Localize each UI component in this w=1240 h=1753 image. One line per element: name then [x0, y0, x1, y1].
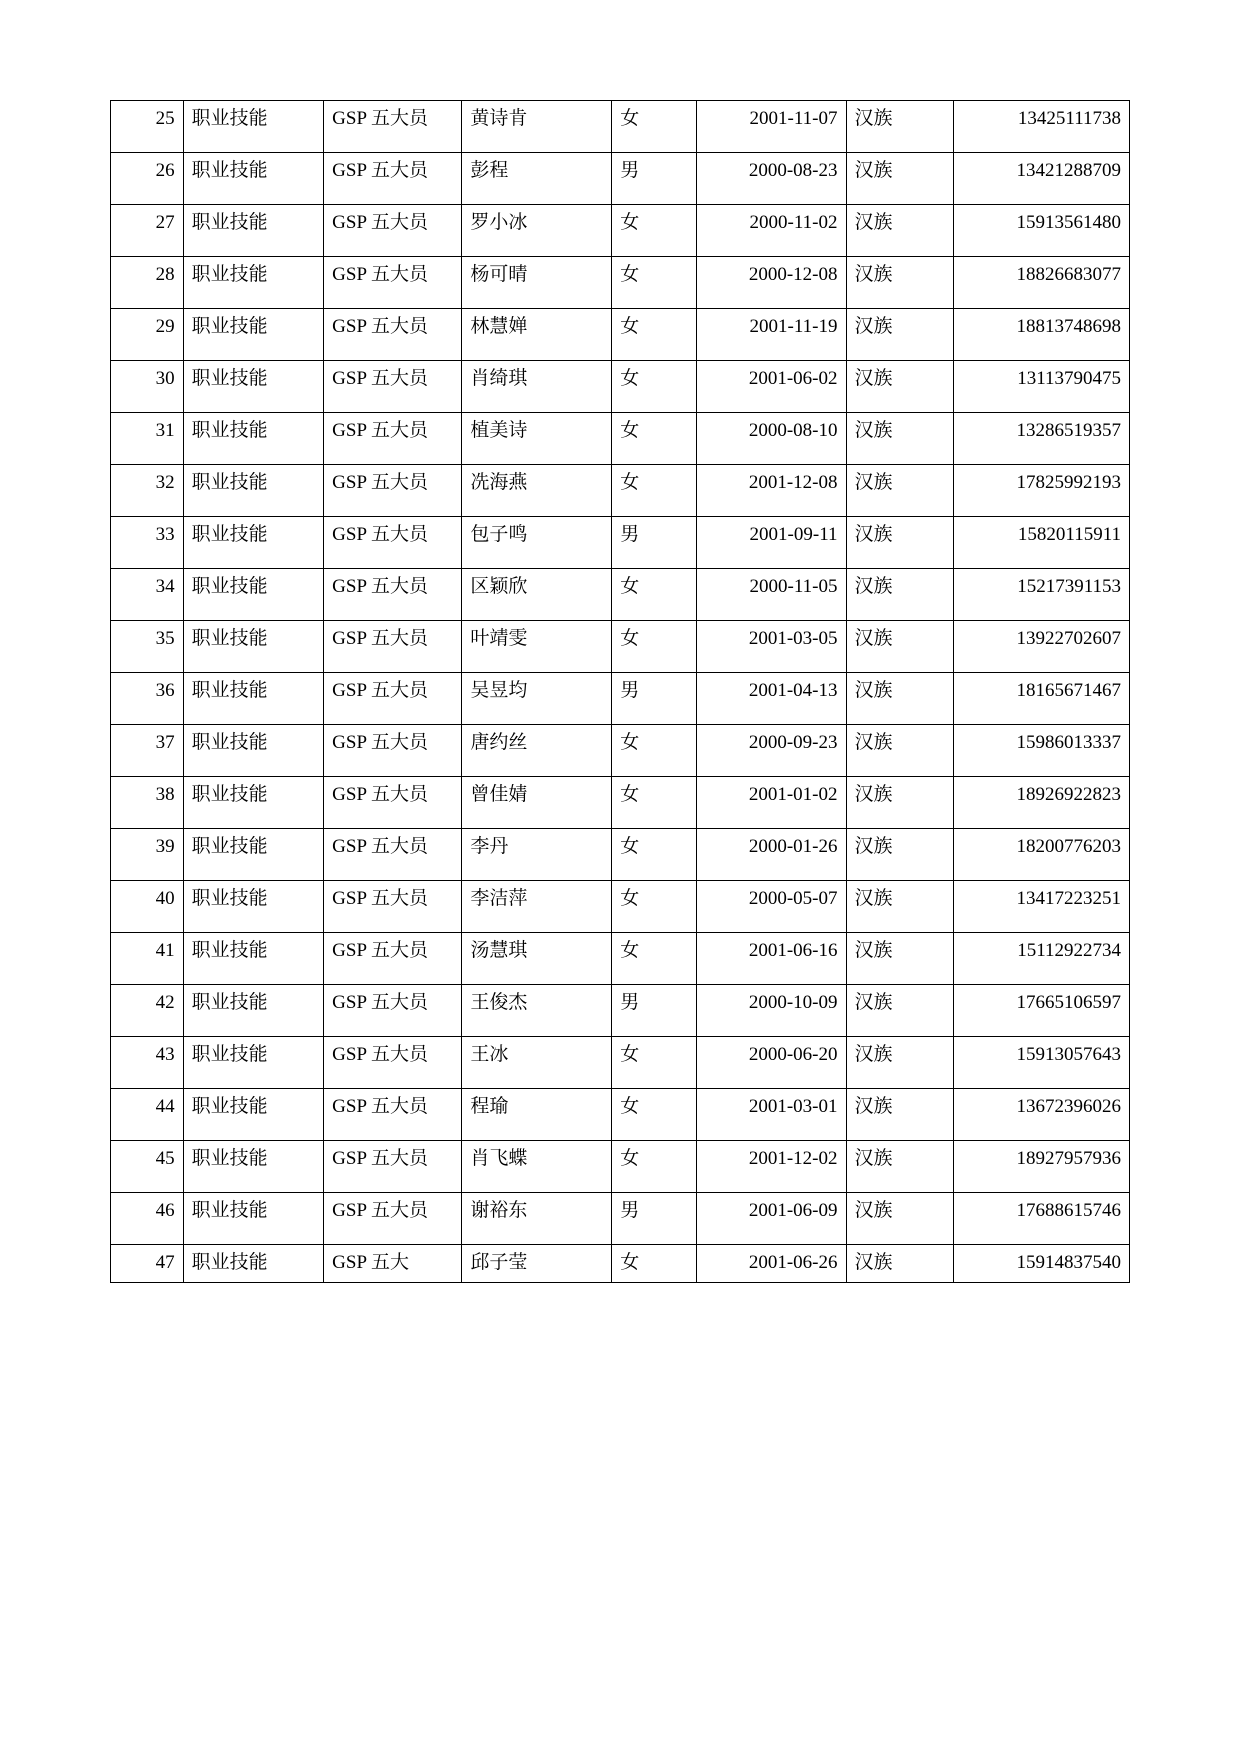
cell-category: 职业技能	[183, 1089, 324, 1141]
cell-category: 职业技能	[183, 621, 324, 673]
cell-gender: 女	[612, 1037, 696, 1089]
cell-birth: 2000-08-23	[696, 153, 846, 205]
cell-category: 职业技能	[183, 1037, 324, 1089]
cell-birth: 2001-06-09	[696, 1193, 846, 1245]
cell-program: GSP 五大员	[324, 205, 462, 257]
cell-birth: 2001-04-13	[696, 673, 846, 725]
cell-phone: 18926922823	[954, 777, 1130, 829]
cell-birth: 2001-06-02	[696, 361, 846, 413]
cell-ethnic: 汉族	[846, 257, 954, 309]
cell-name: 冼海燕	[462, 465, 612, 517]
cell-program: GSP 五大员	[324, 361, 462, 413]
cell-index: 38	[111, 777, 184, 829]
cell-ethnic: 汉族	[846, 361, 954, 413]
cell-gender: 女	[612, 257, 696, 309]
cell-birth: 2000-12-08	[696, 257, 846, 309]
table-row	[111, 309, 1130, 361]
cell-category: 职业技能	[183, 985, 324, 1037]
roster-table-body	[111, 101, 1130, 1283]
cell-index: 40	[111, 881, 184, 933]
cell-name: 区颖欣	[462, 569, 612, 621]
cell-phone: 18927957936	[954, 1141, 1130, 1193]
cell-index: 26	[111, 153, 184, 205]
cell-name: 邱子莹	[462, 1245, 612, 1283]
cell-name: 彭程	[462, 153, 612, 205]
table-row	[111, 1193, 1130, 1245]
cell-program: GSP 五大员	[324, 881, 462, 933]
cell-birth: 2000-11-02	[696, 205, 846, 257]
cell-phone: 13425111738	[954, 101, 1130, 153]
cell-birth: 2000-11-05	[696, 569, 846, 621]
cell-program: GSP 五大员	[324, 829, 462, 881]
cell-name: 肖绮琪	[462, 361, 612, 413]
cell-category: 职业技能	[183, 517, 324, 569]
table-row	[111, 569, 1130, 621]
cell-program: GSP 五大员	[324, 413, 462, 465]
cell-phone: 18826683077	[954, 257, 1130, 309]
table-row	[111, 777, 1130, 829]
cell-ethnic: 汉族	[846, 465, 954, 517]
cell-name: 曾佳婧	[462, 777, 612, 829]
cell-gender: 女	[612, 361, 696, 413]
cell-birth: 2000-09-23	[696, 725, 846, 777]
cell-ethnic: 汉族	[846, 777, 954, 829]
cell-gender: 女	[612, 413, 696, 465]
cell-index: 28	[111, 257, 184, 309]
cell-program: GSP 五大员	[324, 465, 462, 517]
cell-phone: 15914837540	[954, 1245, 1130, 1283]
cell-name: 王冰	[462, 1037, 612, 1089]
table-row	[111, 725, 1130, 777]
cell-program: GSP 五大员	[324, 933, 462, 985]
cell-birth: 2001-12-02	[696, 1141, 846, 1193]
cell-name: 植美诗	[462, 413, 612, 465]
table-row	[111, 829, 1130, 881]
cell-gender: 女	[612, 205, 696, 257]
table-row	[111, 621, 1130, 673]
cell-category: 职业技能	[183, 569, 324, 621]
cell-category: 职业技能	[183, 1141, 324, 1193]
cell-phone: 13417223251	[954, 881, 1130, 933]
cell-program: GSP 五大员	[324, 985, 462, 1037]
table-row	[111, 465, 1130, 517]
cell-gender: 男	[612, 1193, 696, 1245]
cell-birth: 2001-01-02	[696, 777, 846, 829]
cell-birth: 2000-06-20	[696, 1037, 846, 1089]
cell-index: 46	[111, 1193, 184, 1245]
cell-phone: 18200776203	[954, 829, 1130, 881]
cell-program: GSP 五大员	[324, 673, 462, 725]
cell-ethnic: 汉族	[846, 309, 954, 361]
table-row	[111, 101, 1130, 153]
cell-index: 42	[111, 985, 184, 1037]
cell-birth: 2000-05-07	[696, 881, 846, 933]
cell-phone: 17825992193	[954, 465, 1130, 517]
cell-program: GSP 五大员	[324, 309, 462, 361]
table-row	[111, 413, 1130, 465]
cell-birth: 2001-11-07	[696, 101, 846, 153]
cell-program: GSP 五大员	[324, 101, 462, 153]
cell-birth: 2001-12-08	[696, 465, 846, 517]
cell-category: 职业技能	[183, 205, 324, 257]
cell-program: GSP 五大员	[324, 153, 462, 205]
roster-table	[110, 100, 1130, 1283]
cell-program: GSP 五大员	[324, 621, 462, 673]
cell-gender: 男	[612, 673, 696, 725]
cell-name: 黄诗肯	[462, 101, 612, 153]
cell-name: 谢裕东	[462, 1193, 612, 1245]
cell-gender: 女	[612, 101, 696, 153]
table-row	[111, 985, 1130, 1037]
cell-category: 职业技能	[183, 725, 324, 777]
cell-birth: 2001-06-26	[696, 1245, 846, 1283]
cell-name: 程瑜	[462, 1089, 612, 1141]
cell-index: 32	[111, 465, 184, 517]
cell-program: GSP 五大员	[324, 517, 462, 569]
table-row	[111, 1089, 1130, 1141]
cell-name: 李丹	[462, 829, 612, 881]
cell-phone: 13672396026	[954, 1089, 1130, 1141]
cell-program: GSP 五大员	[324, 1193, 462, 1245]
cell-birth: 2000-01-26	[696, 829, 846, 881]
cell-phone: 15112922734	[954, 933, 1130, 985]
cell-ethnic: 汉族	[846, 569, 954, 621]
cell-name: 包子鸣	[462, 517, 612, 569]
cell-birth: 2001-11-19	[696, 309, 846, 361]
table-row	[111, 881, 1130, 933]
table-row	[111, 153, 1130, 205]
cell-category: 职业技能	[183, 101, 324, 153]
cell-index: 47	[111, 1245, 184, 1283]
table-row	[111, 673, 1130, 725]
cell-birth: 2001-09-11	[696, 517, 846, 569]
cell-birth: 2000-08-10	[696, 413, 846, 465]
cell-index: 44	[111, 1089, 184, 1141]
cell-category: 职业技能	[183, 881, 324, 933]
table-row	[111, 933, 1130, 985]
cell-program: GSP 五大	[324, 1245, 462, 1283]
cell-ethnic: 汉族	[846, 1089, 954, 1141]
cell-birth: 2001-03-01	[696, 1089, 846, 1141]
cell-program: GSP 五大员	[324, 1089, 462, 1141]
table-row	[111, 257, 1130, 309]
cell-ethnic: 汉族	[846, 517, 954, 569]
cell-name: 李洁萍	[462, 881, 612, 933]
cell-category: 职业技能	[183, 309, 324, 361]
cell-index: 35	[111, 621, 184, 673]
cell-ethnic: 汉族	[846, 673, 954, 725]
cell-phone: 13113790475	[954, 361, 1130, 413]
cell-name: 吴昱均	[462, 673, 612, 725]
cell-ethnic: 汉族	[846, 881, 954, 933]
cell-category: 职业技能	[183, 673, 324, 725]
cell-ethnic: 汉族	[846, 153, 954, 205]
cell-name: 肖飞蝶	[462, 1141, 612, 1193]
cell-program: GSP 五大员	[324, 725, 462, 777]
cell-birth: 2001-06-16	[696, 933, 846, 985]
cell-program: GSP 五大员	[324, 1141, 462, 1193]
cell-category: 职业技能	[183, 777, 324, 829]
cell-gender: 男	[612, 517, 696, 569]
cell-gender: 男	[612, 985, 696, 1037]
cell-index: 37	[111, 725, 184, 777]
cell-ethnic: 汉族	[846, 829, 954, 881]
cell-ethnic: 汉族	[846, 1245, 954, 1283]
cell-birth: 2000-10-09	[696, 985, 846, 1037]
cell-index: 41	[111, 933, 184, 985]
cell-phone: 17665106597	[954, 985, 1130, 1037]
cell-category: 职业技能	[183, 361, 324, 413]
cell-gender: 女	[612, 621, 696, 673]
cell-index: 45	[111, 1141, 184, 1193]
cell-category: 职业技能	[183, 257, 324, 309]
table-row	[111, 1141, 1130, 1193]
cell-ethnic: 汉族	[846, 933, 954, 985]
cell-gender: 女	[612, 569, 696, 621]
cell-program: GSP 五大员	[324, 1037, 462, 1089]
cell-name: 杨可晴	[462, 257, 612, 309]
cell-index: 25	[111, 101, 184, 153]
cell-phone: 15820115911	[954, 517, 1130, 569]
cell-gender: 女	[612, 881, 696, 933]
cell-name: 唐约丝	[462, 725, 612, 777]
cell-gender: 男	[612, 153, 696, 205]
cell-index: 36	[111, 673, 184, 725]
cell-gender: 女	[612, 725, 696, 777]
cell-index: 29	[111, 309, 184, 361]
cell-program: GSP 五大员	[324, 777, 462, 829]
cell-index: 31	[111, 413, 184, 465]
cell-index: 30	[111, 361, 184, 413]
cell-gender: 女	[612, 1089, 696, 1141]
cell-name: 林慧婵	[462, 309, 612, 361]
cell-gender: 女	[612, 933, 696, 985]
table-row	[111, 517, 1130, 569]
cell-gender: 女	[612, 777, 696, 829]
cell-category: 职业技能	[183, 153, 324, 205]
cell-name: 罗小冰	[462, 205, 612, 257]
cell-name: 王俊杰	[462, 985, 612, 1037]
cell-category: 职业技能	[183, 1245, 324, 1283]
cell-program: GSP 五大员	[324, 257, 462, 309]
cell-phone: 13922702607	[954, 621, 1130, 673]
cell-phone: 15217391153	[954, 569, 1130, 621]
cell-phone: 15913057643	[954, 1037, 1130, 1089]
table-row	[111, 205, 1130, 257]
cell-ethnic: 汉族	[846, 1193, 954, 1245]
cell-ethnic: 汉族	[846, 1141, 954, 1193]
cell-phone: 15986013337	[954, 725, 1130, 777]
cell-index: 34	[111, 569, 184, 621]
cell-index: 43	[111, 1037, 184, 1089]
cell-gender: 女	[612, 829, 696, 881]
cell-birth: 2001-03-05	[696, 621, 846, 673]
cell-category: 职业技能	[183, 933, 324, 985]
cell-ethnic: 汉族	[846, 985, 954, 1037]
cell-category: 职业技能	[183, 465, 324, 517]
cell-gender: 女	[612, 1245, 696, 1283]
cell-ethnic: 汉族	[846, 725, 954, 777]
cell-name: 叶靖雯	[462, 621, 612, 673]
cell-name: 汤慧琪	[462, 933, 612, 985]
cell-program: GSP 五大员	[324, 569, 462, 621]
cell-ethnic: 汉族	[846, 621, 954, 673]
cell-ethnic: 汉族	[846, 101, 954, 153]
cell-ethnic: 汉族	[846, 1037, 954, 1089]
cell-ethnic: 汉族	[846, 413, 954, 465]
cell-phone: 13286519357	[954, 413, 1130, 465]
cell-category: 职业技能	[183, 413, 324, 465]
cell-phone: 17688615746	[954, 1193, 1130, 1245]
cell-index: 39	[111, 829, 184, 881]
cell-ethnic: 汉族	[846, 205, 954, 257]
table-row	[111, 361, 1130, 413]
table-row	[111, 1245, 1130, 1283]
cell-gender: 女	[612, 1141, 696, 1193]
cell-phone: 18165671467	[954, 673, 1130, 725]
cell-phone: 13421288709	[954, 153, 1130, 205]
cell-phone: 15913561480	[954, 205, 1130, 257]
cell-index: 27	[111, 205, 184, 257]
cell-index: 33	[111, 517, 184, 569]
cell-phone: 18813748698	[954, 309, 1130, 361]
cell-category: 职业技能	[183, 1193, 324, 1245]
cell-gender: 女	[612, 465, 696, 517]
cell-category: 职业技能	[183, 829, 324, 881]
cell-gender: 女	[612, 309, 696, 361]
table-row	[111, 1037, 1130, 1089]
